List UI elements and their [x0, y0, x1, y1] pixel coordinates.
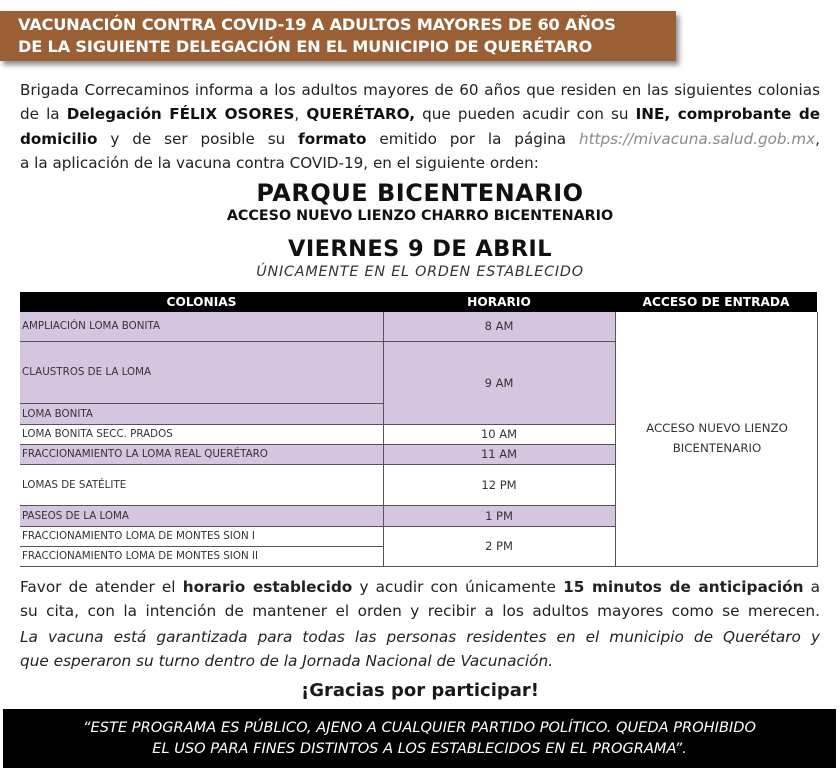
- guarantee-line-1: La vacuna está garantizada para todas las personas residentes en el municipio de Querétaro y: [20, 628, 820, 646]
- colonia-cell: PASEOS DE LA LOMA: [20, 505, 383, 526]
- notice-line-2: su cita, con la intención de mantener el orden y recibir a los adultos mayores como se merecen.: [20, 601, 820, 620]
- banner-line-1: VACUNACIÓN CONTRA COVID-19 A ADULTOS MAYORES DE 60 AÑOS: [18, 15, 616, 34]
- mivacuna-link[interactable]: https://mivacuna.salud.gob.mx: [578, 129, 816, 148]
- acceso-line-2: BICENTENARIO: [672, 441, 762, 455]
- text: que pueden acudir con su: [415, 105, 636, 124]
- text: de la: [20, 105, 67, 124]
- colonia-cell: FRACCIONAMIENTO LA LOMA REAL QUERÉTARO: [20, 444, 383, 464]
- text: y de ser posible su: [97, 129, 299, 148]
- horario-cell: 10 AM: [383, 424, 615, 444]
- colonia-cell: LOMAS DE SATÉLITE: [20, 464, 383, 505]
- notice-line-1: [20, 576, 820, 600]
- horario-cell: 2 PM: [383, 526, 615, 566]
- header-acceso: ACCESO DE ENTRADA: [615, 292, 817, 312]
- header-colonias: COLONIAS: [20, 292, 383, 312]
- colonia-cell: LOMA BONITA: [20, 403, 383, 424]
- intro-paragraph: [20, 78, 820, 175]
- delegation-name: Delegación FÉLIX OSORES: [66, 105, 295, 124]
- disclaimer-line-2: EL USO PARA FINES DISTINTOS A LOS ESTABLECIDOS EN EL PROGRAMA”.: [152, 740, 687, 757]
- disclaimer-line-1: “ESTE PROGRAMA ES PÚBLICO, AJENO A CUALQUIER PARTIDO POLÍTICO. QUEDA PROHIBIDO: [82, 719, 756, 736]
- notice-emphasis-minutes: 15 minutos de anticipación: [563, 578, 804, 596]
- colonia-cell: FRACCIONAMIENTO LOMA DE MONTES SION I: [20, 526, 383, 546]
- intro-line-3: [20, 127, 820, 151]
- title-banner: [0, 11, 676, 61]
- order-note: ÚNICAMENTE EN EL ORDEN ESTABLECIDO: [256, 264, 584, 280]
- city-name: QUERÉTARO,: [306, 105, 415, 124]
- text: Favor de atender el: [20, 578, 183, 596]
- acceso-cell: [615, 312, 817, 566]
- horario-cell: 1 PM: [383, 505, 615, 526]
- colonia-cell: AMPLIACIÓN LOMA BONITA: [20, 312, 383, 341]
- text: ,: [294, 105, 307, 124]
- horario-cell: 11 AM: [383, 444, 615, 464]
- horario-cell: 9 AM: [383, 341, 615, 424]
- required-docs: INE, comprobante de: [635, 105, 820, 124]
- table-header-row: [20, 292, 817, 312]
- colonia-cell: FRACCIONAMIENTO LOMA DE MONTES SION II: [20, 546, 383, 566]
- text: a: [803, 578, 820, 596]
- horario-cell: 12 PM: [383, 464, 615, 505]
- header-horario: HORARIO: [383, 292, 615, 312]
- table-row: [20, 312, 817, 341]
- intro-line-2: [20, 102, 820, 126]
- venue-name: PARQUE BICENTENARIO: [256, 179, 584, 207]
- text: y acudir con únicamente: [352, 578, 564, 596]
- text: ,: [815, 129, 820, 148]
- guarantee-line-2: que esperaron su turno dentro de la Jornada Nacional de Vacunación.: [20, 651, 554, 670]
- legal-disclaimer: [3, 709, 836, 768]
- notice-emphasis-schedule: horario establecido: [182, 578, 353, 596]
- colonia-cell: LOMA BONITA SECC. PRADOS: [20, 424, 383, 444]
- horario-cell: 8 AM: [383, 312, 615, 341]
- colonia-cell: CLAUSTROS DE LA LOMA: [20, 341, 383, 403]
- format-label: formato: [298, 129, 367, 148]
- venue-access: ACCESO NUEVO LIENZO CHARRO BICENTENARIO: [226, 208, 614, 224]
- intro-line-1: Brigada Correcaminos informa a los adultos mayores de 60 años que residen en las siguientes colonias: [20, 81, 820, 99]
- acceso-line-1: ACCESO NUEVO LIENZO: [646, 421, 788, 435]
- text: emitido por la página: [366, 129, 579, 148]
- banner-line-2: DE LA SIGUIENTE DELEGACIÓN EN EL MUNICIPIO DE QUERÉTARO: [18, 37, 593, 56]
- schedule-table: [20, 292, 818, 567]
- intro-line-4: a la aplicación de la vacuna contra COVID-19, en el siguiente orden:: [20, 153, 539, 172]
- schedule-notice: [20, 576, 820, 623]
- thanks-message: ¡Gracias por participar!: [300, 680, 539, 701]
- vaccination-date: VIERNES 9 DE ABRIL: [288, 236, 552, 262]
- guarantee-paragraph: [20, 626, 820, 673]
- required-docs-2: domicilio: [20, 129, 98, 148]
